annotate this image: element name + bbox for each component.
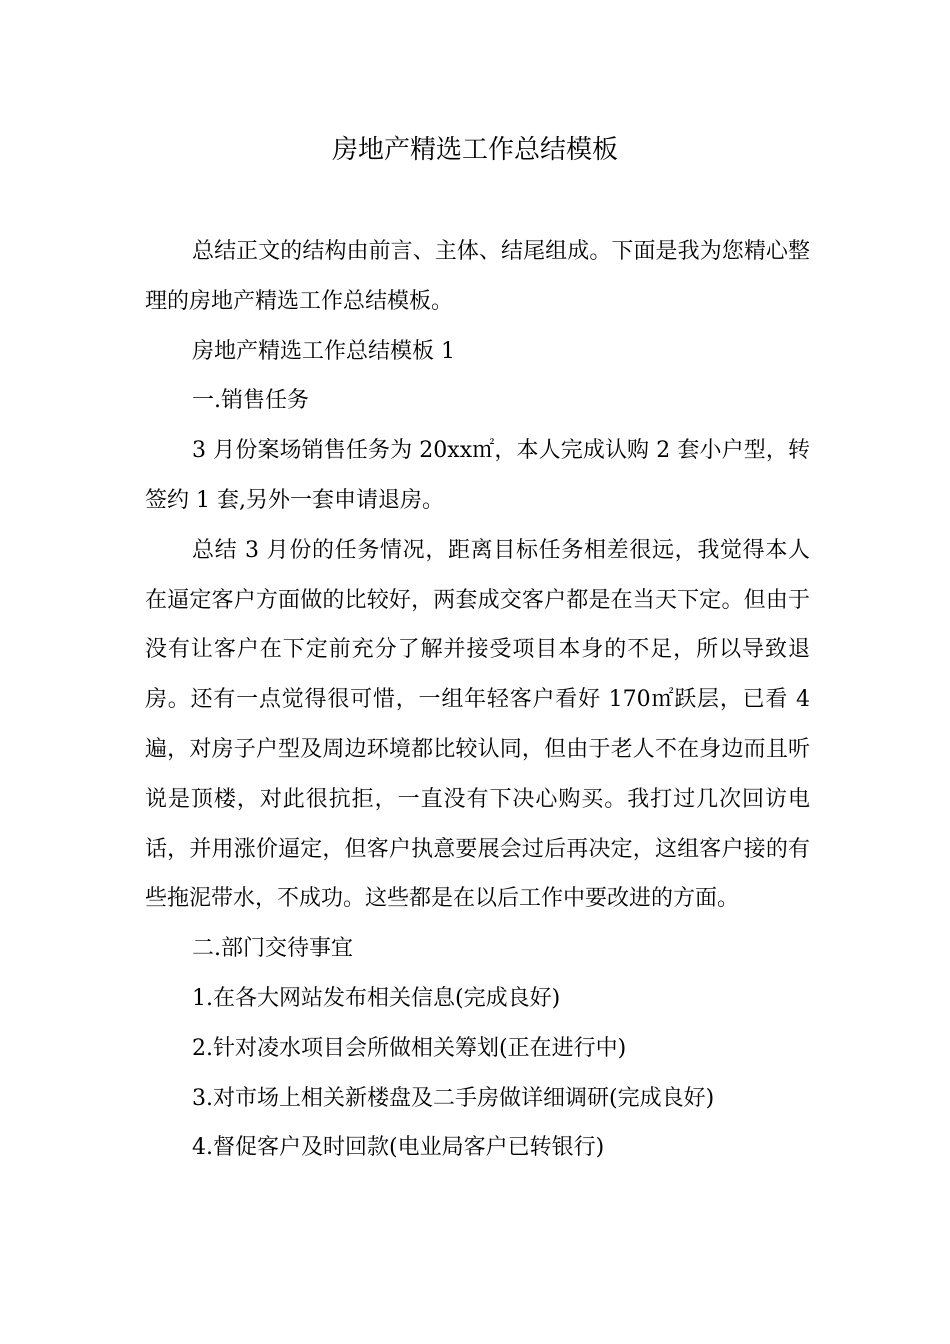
subsection-heading: 一.销售任务 — [192, 388, 309, 414]
intro-paragraph: 总结正文的结构由前言、主体、结尾组成。下面是我为您精心整理的房地产精选工作总结模板。 — [145, 239, 810, 314]
subsection-heading: 二.部门交待事宜 — [192, 936, 353, 962]
body-paragraph: 总结 3 月份的任务情况，距离目标任务相差很远，我觉得本人在逼定客户方面做的比较好，两套成交客户都是在当天下定。但由于没有让客户在下定前充分了解并接受项目本身的不足，所以导致退房。还有一点觉得很可惜，一组年轻客户看好 170㎡跃层，已看 4 遍，对房子户型及周边环境都比较认同，但由于老人不在身边而且听说是顶楼，对此很抗拒，一直没有下决心购买。我打过几次回访电话，并用涨价逼定，但客户执意要展会过后再决定，这组客户接的有些拖泥带水，不成功。这些都是在以后工作中要改进的方面。 — [145, 537, 810, 912]
list-item: 1.在各大网站发布相关信息(完成良好) — [192, 985, 561, 1011]
list-item: 2.针对凌水项目会所做相关筹划(正在进行中) — [192, 1035, 627, 1061]
body-paragraph: 3 月份案场销售任务为 20xx㎡，本人完成认购 2 套小户型，转签约 1 套,另外一套申请退房。 — [145, 438, 810, 513]
document-body — [145, 227, 810, 1173]
list-item: 3.对市场上相关新楼盘及二手房做详细调研(完成良好) — [192, 1085, 715, 1111]
list-item: 4.督促客户及时回款(电业局客户已转银行) — [192, 1135, 605, 1161]
document-title: 房地产精选工作总结模板 — [331, 135, 618, 165]
section-heading: 房地产精选工作总结模板 1 — [192, 338, 455, 364]
